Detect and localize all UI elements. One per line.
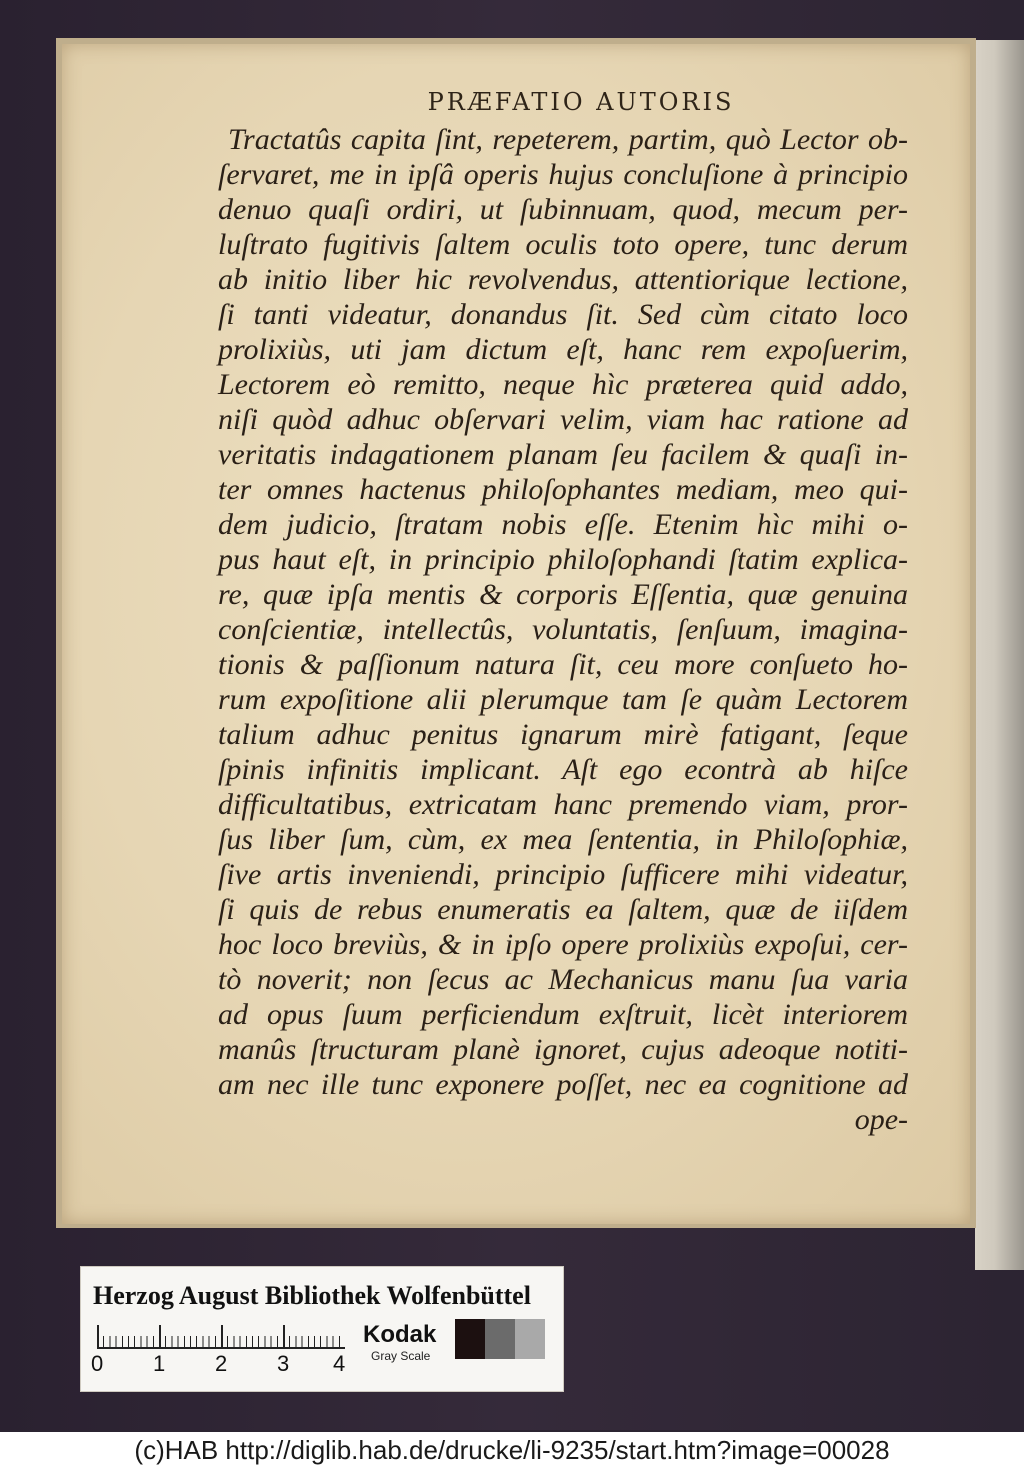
text-line: am nec ille tunc exponere poſſet, nec ea cognitione ad bbox=[218, 1068, 908, 1101]
text-line: ſus liber ſum, cùm, ex mea ſententia, in Philoſophiæ, bbox=[218, 823, 908, 856]
text-line: manûs ſtructuram planè ignoret, cujus adeoque notiti- bbox=[218, 1033, 908, 1066]
text-line: ſervaret, me in ipſâ operis hujus concluſione à principio bbox=[218, 158, 908, 191]
library-label-card bbox=[80, 1266, 564, 1392]
text-line: ſi tanti videatur, donandus ſit. Sed cùm citato loco bbox=[218, 298, 908, 331]
text-line: ad opus ſuum perficiendum exſtruit, licèt interiorem bbox=[218, 998, 908, 1031]
text-line: ab initio liber hic revolvendus, attentiorique lectione, bbox=[218, 263, 908, 296]
text-line: ſive artis inveniendi, principio ſufficere mihi videatur, bbox=[218, 858, 908, 891]
text-line: re, quæ ipſa mentis & corporis Eſſentia, quæ genuina bbox=[218, 578, 908, 611]
text-line: denuo quaſi ordiri, ut ſubinnuam, quod, mecum per- bbox=[218, 193, 908, 226]
text-line: luſtrato fugitivis ſaltem oculis toto opere, tunc derum bbox=[218, 228, 908, 261]
adjacent-page-edge bbox=[975, 40, 1024, 1270]
text-line: hoc loco breviùs, & in ipſo opere prolixiùs expoſui, cer- bbox=[218, 928, 908, 961]
text-line: veritatis indagationem planam ſeu facilem & quaſi in- bbox=[218, 438, 908, 471]
catchword: ope- bbox=[854, 1103, 908, 1136]
text-line: prolixiùs, uti jam dictum eſt, hanc rem expoſuerim, bbox=[218, 333, 908, 366]
text-line: tò noverit; non ſecus ac Mechanicus manu ſua varia bbox=[218, 963, 908, 996]
running-head: PRÆFATIO AUTORIS bbox=[427, 88, 735, 116]
gray-swatch-2 bbox=[485, 1319, 515, 1359]
ruler-number: 4 bbox=[333, 1351, 346, 1376]
text-line: ſpinis infinitis implicant. Aſt ego econtrà ab hiſce bbox=[218, 753, 908, 786]
scale-ruler bbox=[97, 1325, 345, 1349]
kodak-logo: Kodak bbox=[363, 1321, 437, 1348]
text-line: dem judicio, ſtratam nobis eſſe. Etenim hìc mihi o- bbox=[218, 508, 908, 541]
library-name: Herzog August Bibliothek Wolfenbüttel bbox=[93, 1281, 531, 1310]
ruler-number: 2 bbox=[215, 1351, 228, 1376]
text-line: niſi quòd adhuc obſervari velim, viam hac ratione ad bbox=[218, 403, 908, 436]
page-body-text bbox=[218, 122, 908, 1137]
text-line: ter omnes hactenus philoſophantes mediam, meo qui- bbox=[218, 473, 908, 506]
text-line: pus haut eſt, in principio philoſophandi ſtatim explica- bbox=[218, 543, 908, 576]
text-line: ſi quis de rebus enumeratis ea ſaltem, quæ de iiſdem bbox=[218, 893, 908, 926]
text-line: Tractatûs capita ſint, repeterem, partim, quò Lector ob- bbox=[228, 123, 908, 156]
ruler-number: 0 bbox=[91, 1351, 104, 1376]
ruler-number: 3 bbox=[277, 1351, 290, 1376]
gray-scale-caption: Gray Scale bbox=[371, 1349, 431, 1363]
text-line: conſcientiæ, intellectûs, voluntatis, ſenſuum, imagina- bbox=[218, 613, 908, 646]
text-line: difficultatibus, extricatam hanc premendo viam, pror- bbox=[218, 788, 908, 821]
text-line: rum expoſitione alii plerumque tam ſe quàm Lectorem bbox=[218, 683, 908, 716]
text-line: Lectorem eò remitto, neque hìc præterea quid addo, bbox=[218, 368, 908, 401]
gray-swatch-3 bbox=[515, 1319, 545, 1359]
text-line: tionis & paſſionum natura ſit, ceu more conſueto ho- bbox=[218, 648, 908, 681]
ruler-number: 1 bbox=[153, 1351, 166, 1376]
text-line: talium adhuc penitus ignarum mirè fatigant, ſeque bbox=[218, 718, 908, 751]
gray-swatch-1 bbox=[455, 1319, 485, 1359]
copyright-url-footer: (c)HAB http://diglib.hab.de/drucke/li-9235/start.htm?image=00028 bbox=[0, 1432, 1024, 1470]
